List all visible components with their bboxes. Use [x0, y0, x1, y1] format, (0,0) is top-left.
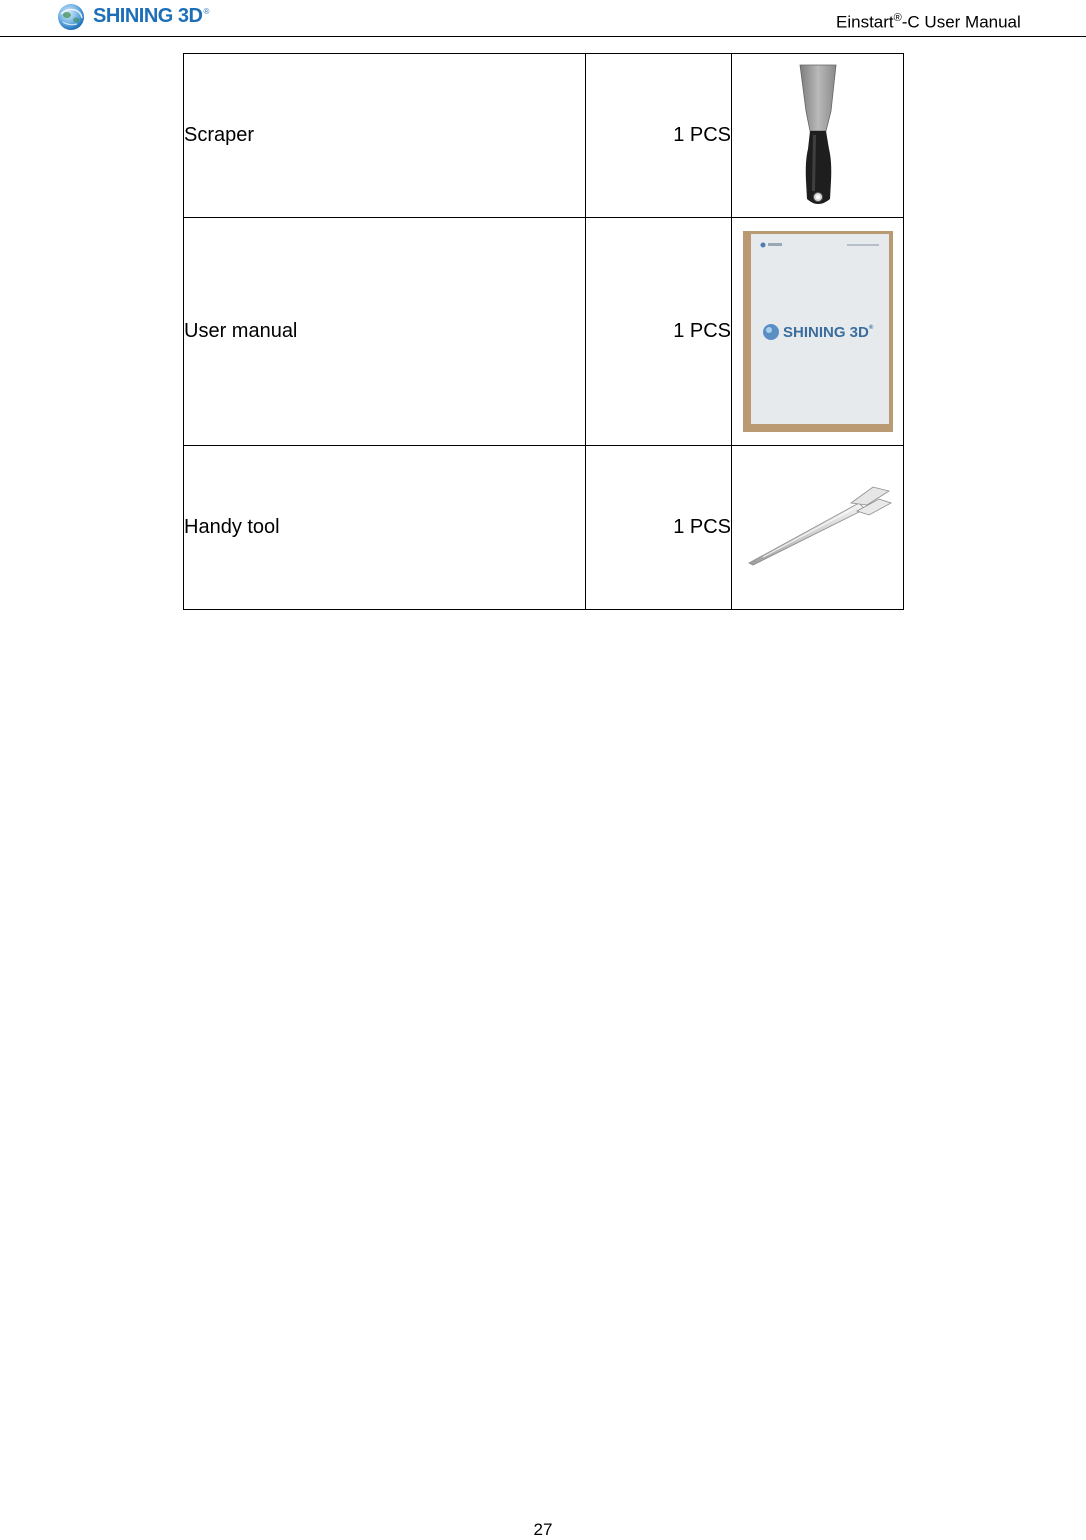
table-row — [184, 218, 904, 446]
item-quantity: 1 PCS — [586, 54, 732, 218]
scraper-icon — [788, 61, 848, 211]
table-row — [184, 54, 904, 218]
page-number: 27 — [533, 1520, 553, 1539]
handy-tool-icon — [743, 483, 893, 573]
item-name: Handy tool — [184, 446, 586, 610]
item-name: User manual — [184, 218, 586, 446]
item-image-cell — [732, 218, 904, 446]
brand-logo-text: SHINING 3D® — [93, 4, 209, 27]
item-image-cell — [732, 446, 904, 610]
item-image-cell — [732, 54, 904, 218]
header-divider — [0, 36, 1086, 37]
brand-logo — [55, 0, 209, 32]
globe-logo-icon — [55, 0, 87, 32]
table-row — [184, 446, 904, 610]
item-quantity: 1 PCS — [586, 218, 732, 446]
user-manual-booklet-icon — [743, 231, 893, 432]
svg-text:SHINING 3D®: SHINING 3D® — [782, 324, 873, 341]
item-quantity: 1 PCS — [586, 446, 732, 610]
page-header — [0, 0, 1086, 37]
item-name: Scraper — [184, 54, 586, 218]
package-contents-table — [183, 53, 904, 610]
document-title: Einstart®-C User Manual — [836, 12, 1021, 32]
